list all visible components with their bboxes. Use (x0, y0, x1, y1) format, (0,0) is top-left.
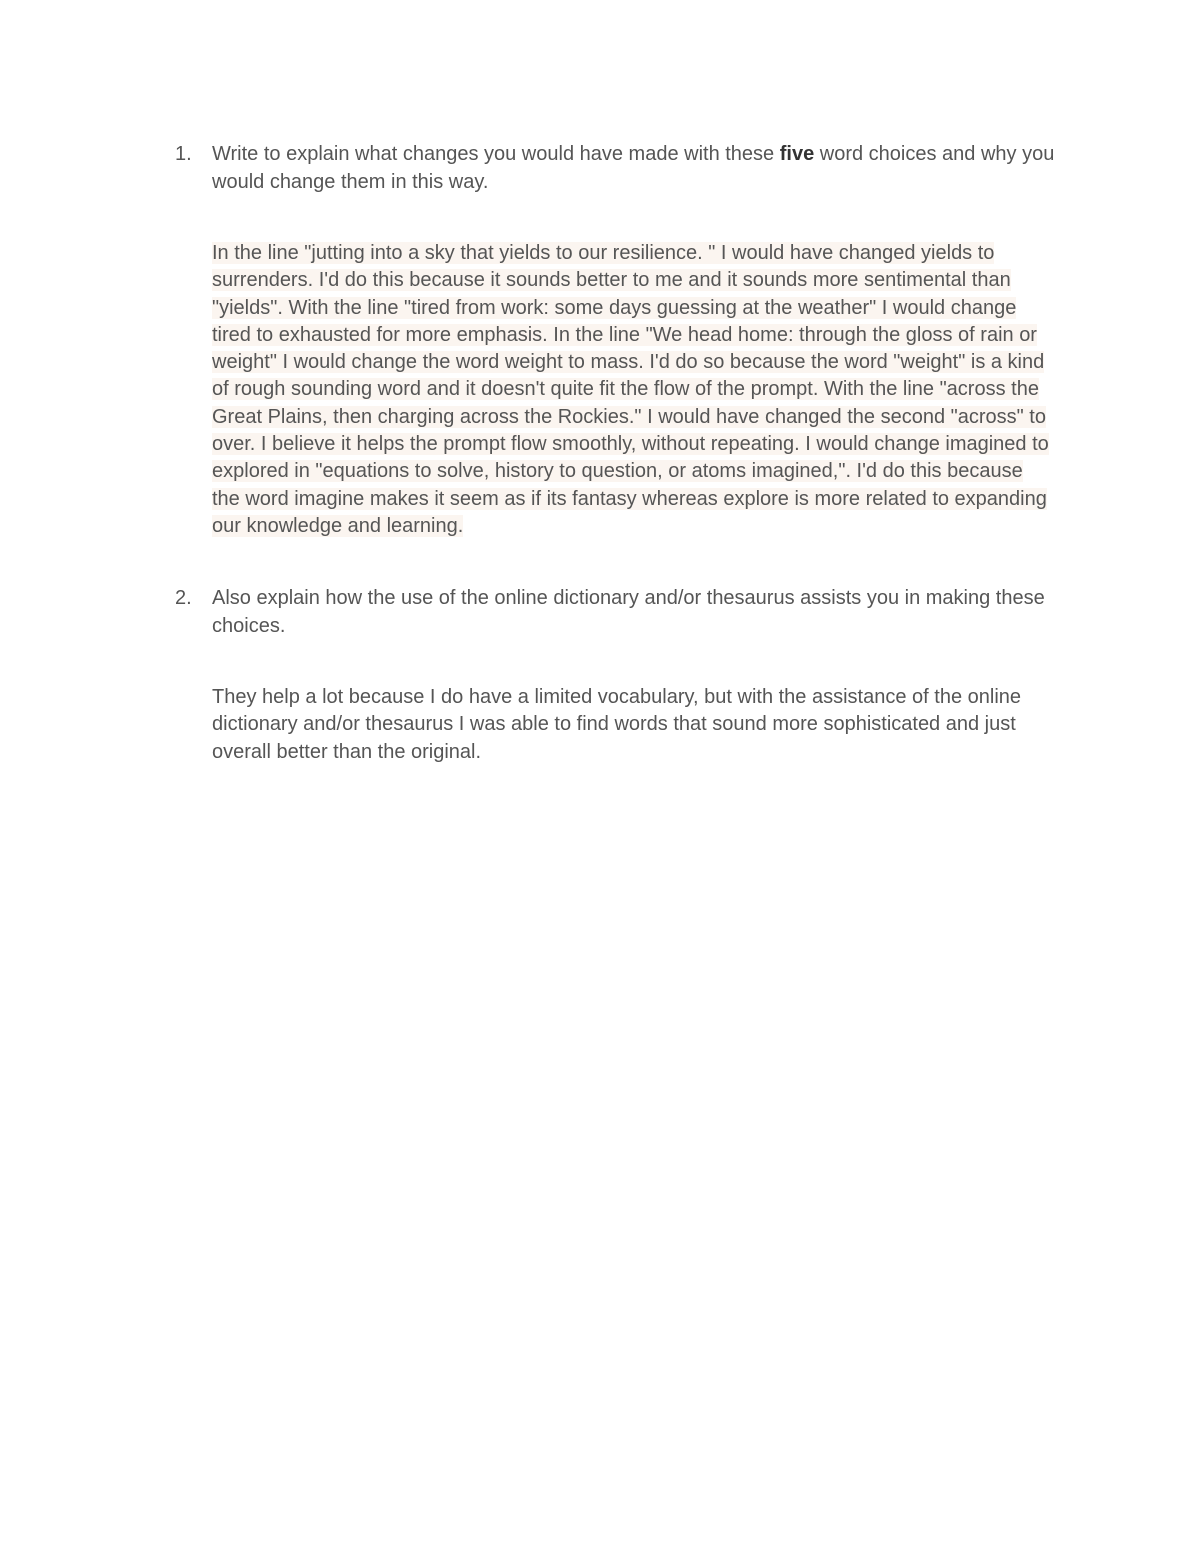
question-prompt: Also explain how the use of the online dictionary and/or thesaurus assists you in making these choices. (212, 587, 1045, 637)
prompt-text: Write to explain what changes you would have made with these (212, 143, 780, 165)
answer-paragraph (212, 240, 1055, 540)
question-item-2 (175, 585, 1055, 766)
prompt-text-end: word choices and why you would change them in this way. (212, 143, 1055, 193)
list-number: 2. (175, 587, 192, 609)
question-prompt (212, 141, 1055, 196)
answer-paragraph: They help a lot because I do have a limited vocabulary, but with the assistance of the online dictionary and/or thesaurus I was able to find words that sound more sophisticated and just overall better than the original. (212, 686, 1022, 763)
question-item-1 (175, 141, 1055, 540)
answer-text: In the line "jutting into a sky that yields to our resilience. " I would have changed yields to surrenders. I'd do this because it sounds better to me and it sounds more sentimental than "yields". With the line "tired from work: some days guessing at the weather" I would change tired to exhausted for more emphasis. In the line "We head home: through the gloss of rain or weight" I would change the word weight to mass. I'd do so because the word "weight" is a kind of rough sounding word and it doesn't quite fit the flow of the prompt. With the line "across the Great Plains, then charging across the Rockies." I would have changed the second "across" to over. I believe it helps the prompt flow smoothly, without repeating. I would change imagined to explored in "equations to solve, history to question, or atoms imagined,". I'd do this because the word imagine makes it seem as if its fantasy whereas explore is more related to expanding our knowledge and learning. (212, 242, 1049, 537)
list-number: 1. (175, 143, 192, 165)
prompt-bold-word: five (779, 143, 815, 165)
